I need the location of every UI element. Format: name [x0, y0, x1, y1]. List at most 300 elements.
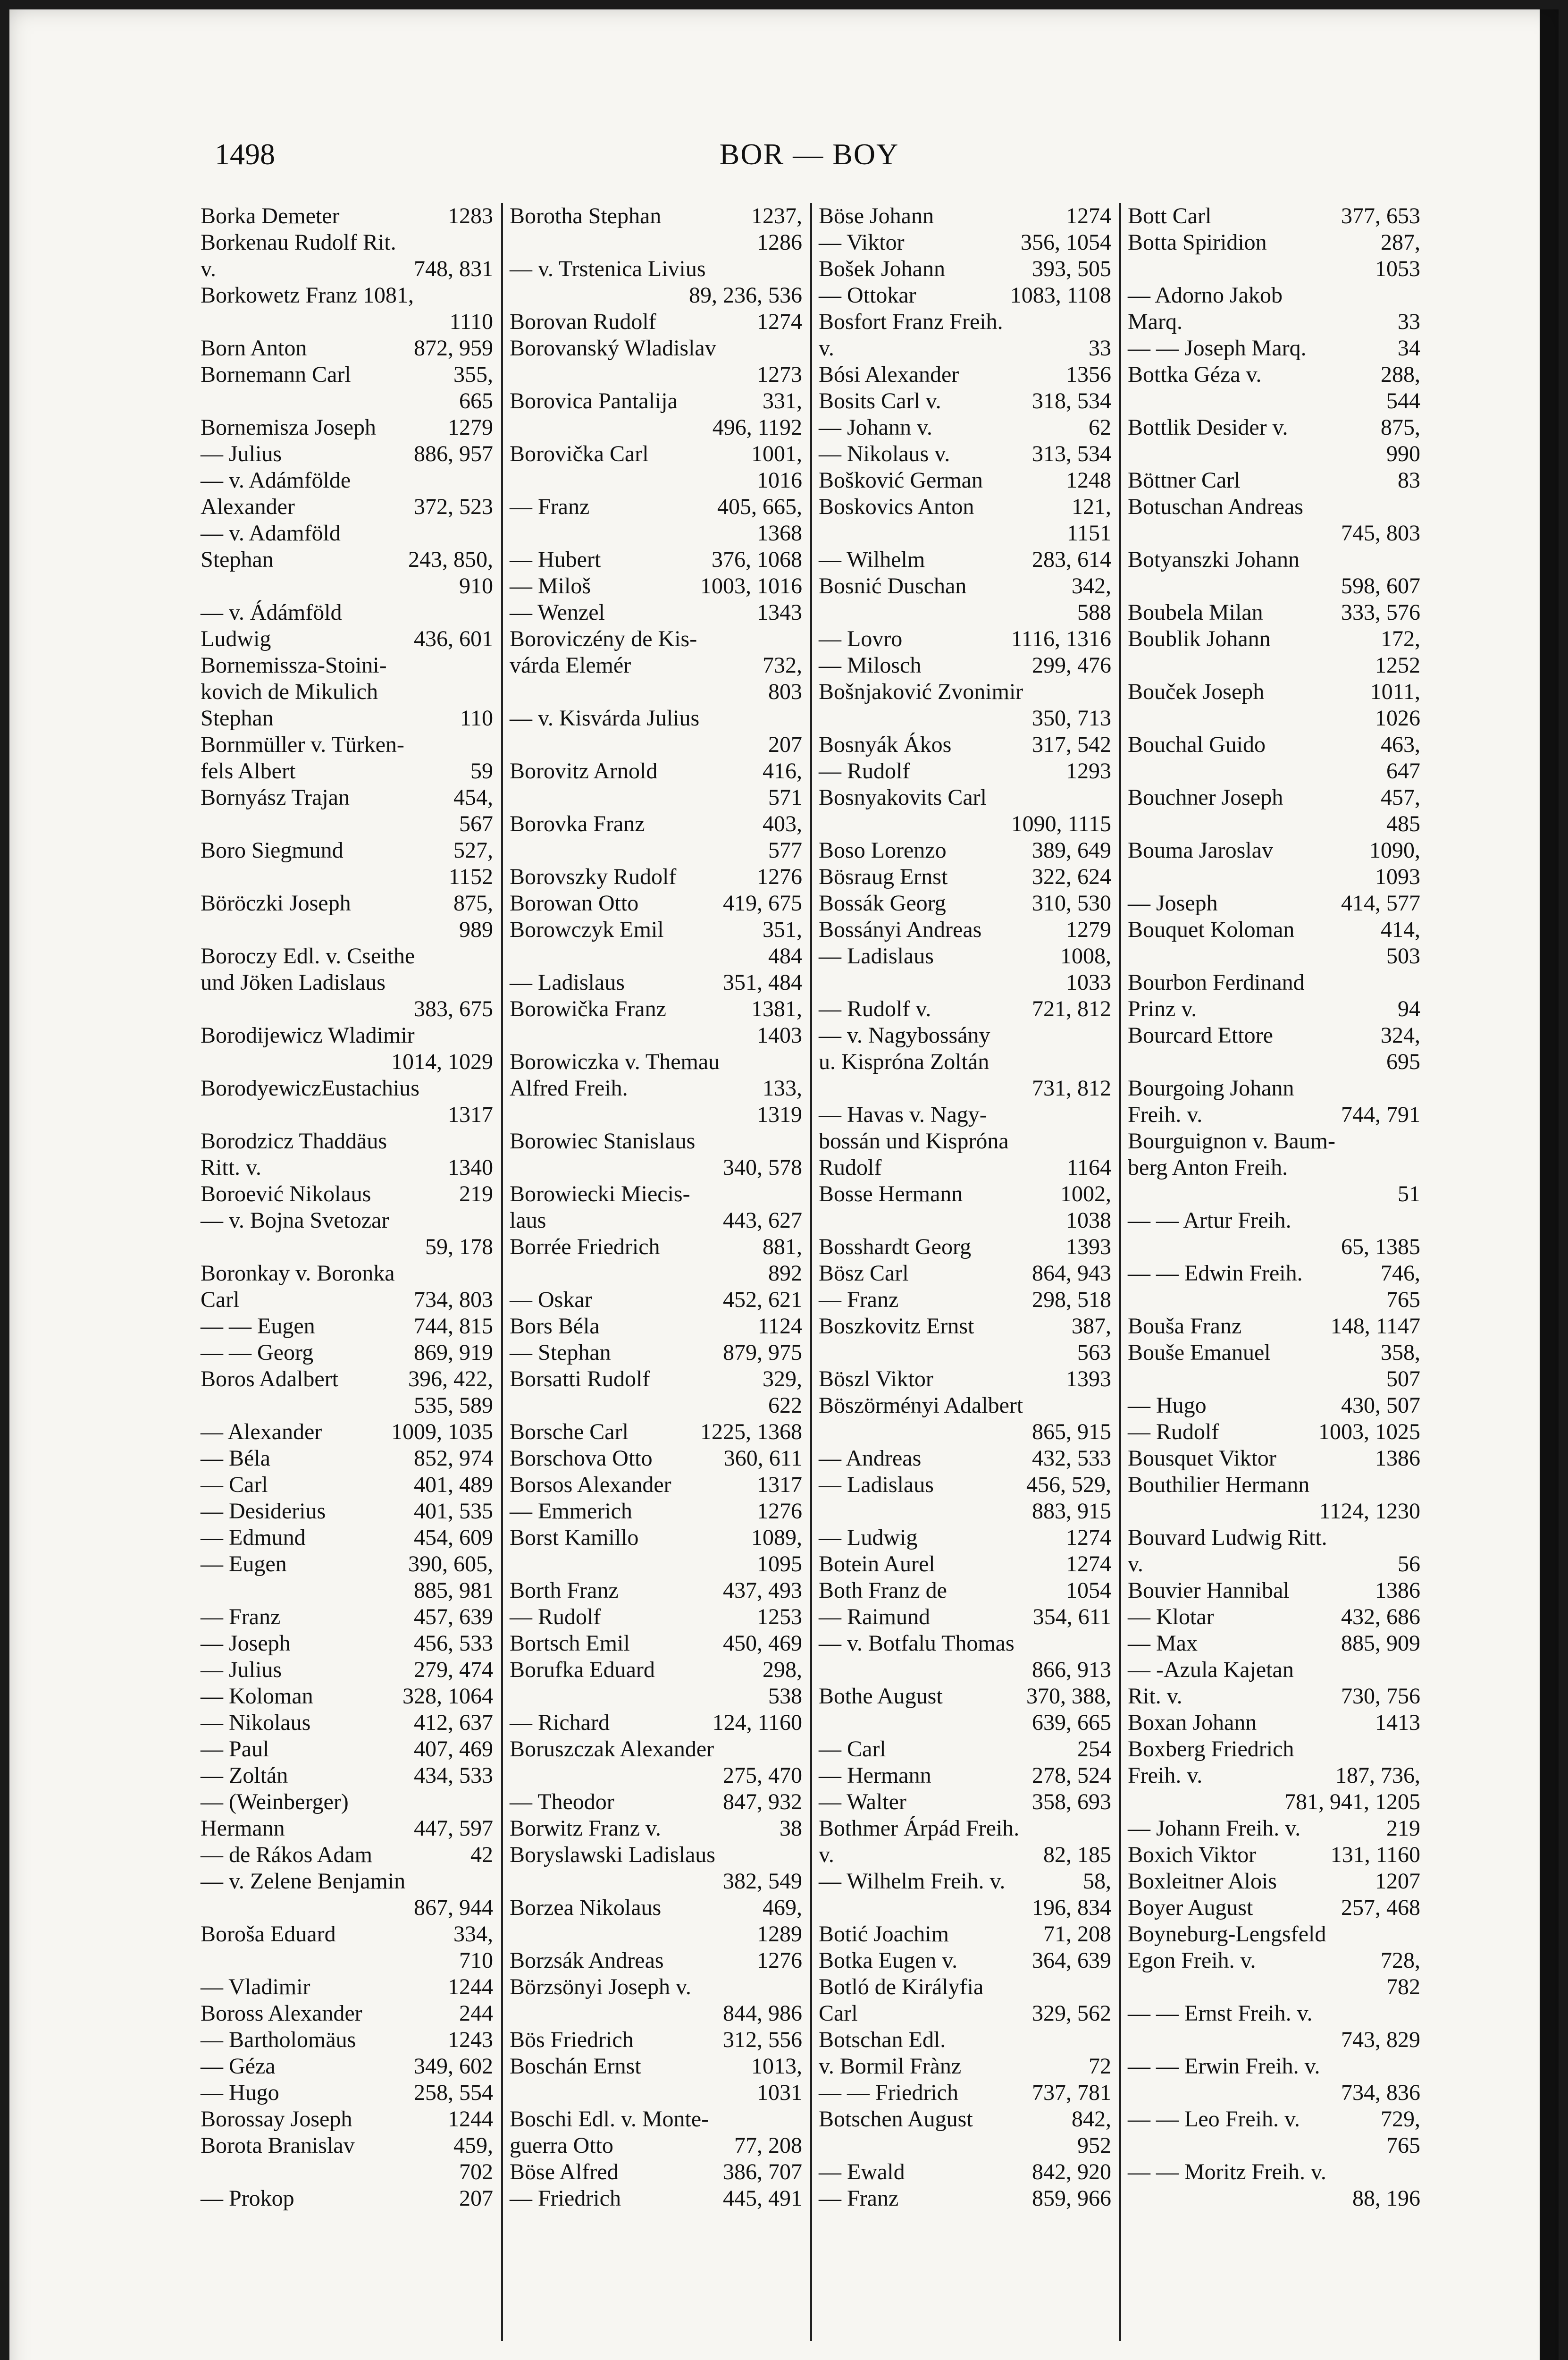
entry-pages: 1038	[1066, 1208, 1111, 1233]
entry-name: — Franz	[819, 1287, 899, 1312]
index-entry	[510, 2185, 802, 2212]
entry-name: — Raimund	[819, 1604, 930, 1629]
index-entry	[1128, 229, 1420, 256]
index-entry	[201, 1340, 493, 1366]
entry-pages: 1340	[448, 1155, 493, 1180]
entry-name: Bossák Georg	[819, 891, 946, 916]
entry-name: — Nikolaus v.	[819, 441, 950, 466]
index-entry	[1128, 1181, 1420, 1207]
index-entry	[201, 1498, 493, 1525]
index-entry	[1128, 494, 1420, 520]
index-entry	[819, 2132, 1111, 2159]
index-entry	[510, 1498, 802, 1525]
index-entry	[201, 2027, 493, 2053]
entry-pages: 1253	[757, 1604, 802, 1629]
index-entry	[510, 1049, 802, 1075]
entry-pages: 1225, 1368	[700, 1419, 802, 1444]
index-entry	[1128, 1947, 1420, 1974]
index-entry	[201, 2000, 493, 2027]
entry-pages: 639, 665	[1032, 1710, 1111, 1735]
entry-pages: 1116, 1316	[1011, 626, 1111, 651]
entry-name: Boxleitner Alois	[1128, 1869, 1277, 1894]
index-entry	[201, 1128, 493, 1155]
entry-pages: 842, 920	[1032, 2159, 1111, 2184]
entry-pages: 463,	[1381, 732, 1420, 757]
entry-name: Boruszczak Alexander	[510, 1736, 714, 1762]
index-entry	[1128, 520, 1420, 547]
entry-name: — Max	[1128, 1631, 1198, 1656]
entry-name: — Johann Freih. v.	[1128, 1816, 1301, 1841]
entry-pages: 1090, 1115	[1011, 811, 1111, 836]
entry-name: Boschán Ernst	[510, 2054, 641, 2079]
entry-pages: 432, 686	[1341, 1604, 1420, 1629]
entry-name: — Stephan	[510, 1340, 611, 1365]
column-divider	[1119, 203, 1121, 2341]
index-entry	[1128, 1049, 1420, 1075]
index-entry	[819, 467, 1111, 494]
entry-pages: 1089,	[751, 1525, 802, 1550]
entry-name: Borufka Eduard	[510, 1657, 655, 1682]
index-entry	[819, 1366, 1111, 1392]
entry-name: — v. Kisvárda Julius	[510, 706, 700, 731]
entry-pages: 743, 829	[1341, 2027, 1420, 2052]
index-entry	[201, 917, 493, 943]
index-entry	[1128, 1472, 1420, 1498]
entry-pages: 340, 578	[723, 1155, 802, 1180]
entry-name: Bouthilier Hermann	[1128, 1472, 1310, 1497]
entry-name: v. Bormil Frànz	[819, 2054, 962, 2079]
index-entry	[201, 2132, 493, 2159]
entry-pages: 852, 974	[414, 1446, 493, 1471]
entry-pages: 1279	[1066, 917, 1111, 942]
index-entry	[510, 362, 802, 388]
entry-pages: 1237,	[751, 203, 802, 228]
index-entry	[510, 1472, 802, 1498]
entry-name: Borwitz Franz v.	[510, 1816, 661, 1841]
entry-pages: 875,	[453, 891, 493, 916]
index-entry	[201, 2080, 493, 2106]
entry-pages: 544	[1386, 388, 1420, 413]
index-entry	[819, 1736, 1111, 1762]
page-header	[215, 137, 1404, 179]
entry-name: — — Ernst Freih. v.	[1128, 2001, 1313, 2026]
index-entry	[510, 1260, 802, 1287]
entry-name: Bošković German	[819, 468, 983, 493]
entry-name: — — Artur Freih.	[1128, 1208, 1291, 1233]
index-entry	[819, 1313, 1111, 1340]
entry-pages: 244	[459, 2001, 493, 2026]
entry-pages: 387,	[1072, 1314, 1111, 1339]
entry-name: Bornyász Trajan	[201, 785, 350, 810]
entry-pages: 1090,	[1369, 838, 1420, 863]
entry-pages: 288,	[1381, 362, 1420, 387]
entry-pages: 622	[768, 1393, 802, 1418]
entry-pages: 59, 178	[425, 1234, 493, 1259]
index-entry	[819, 1604, 1111, 1630]
entry-pages: 454,	[453, 785, 493, 810]
index-entry	[510, 309, 802, 335]
entry-name: Boubela Milan	[1128, 600, 1263, 625]
entry-name: Borovitz Arnold	[510, 759, 658, 784]
index-entry	[819, 1419, 1111, 1445]
entry-name: Borotha Stephan	[510, 203, 662, 228]
entry-pages: 1002,	[1060, 1181, 1111, 1206]
entry-name: Borst Kamillo	[510, 1525, 639, 1550]
entry-pages: 82, 185	[1043, 1842, 1111, 1867]
index-entry	[1128, 335, 1420, 362]
index-entry	[201, 626, 493, 652]
index-entry	[510, 917, 802, 943]
entry-name: — Adorno Jakob	[1128, 283, 1283, 308]
index-entry	[1128, 705, 1420, 732]
entry-pages: 1276	[757, 1499, 802, 1524]
entry-name: — v. Ádámföld	[201, 600, 342, 625]
entry-name: Boxberg Friedrich	[1128, 1736, 1294, 1762]
index-entry	[510, 1710, 802, 1736]
entry-pages: 883, 915	[1032, 1499, 1111, 1524]
entry-pages: 869, 919	[414, 1340, 493, 1365]
index-entry	[1128, 917, 1420, 943]
index-entry	[819, 547, 1111, 573]
index-entry	[510, 520, 802, 547]
entry-name: Alfred Freih.	[510, 1076, 628, 1101]
entry-pages: 401, 535	[414, 1499, 493, 1524]
index-entry	[1128, 1842, 1420, 1868]
index-entry	[1128, 2159, 1420, 2185]
entry-pages: 133,	[763, 1076, 802, 1101]
index-entry	[1128, 1630, 1420, 1657]
entry-name: — Hugo	[201, 2080, 279, 2105]
index-entry	[819, 1921, 1111, 1947]
index-entry	[1128, 441, 1420, 467]
index-entry	[510, 1525, 802, 1551]
entry-name: Bossányi Andreas	[819, 917, 982, 942]
index-entry	[201, 1022, 493, 1049]
index-entry	[819, 1049, 1111, 1075]
entry-name: — Koloman	[201, 1684, 313, 1709]
index-entry	[819, 732, 1111, 758]
entry-name: — Béla	[201, 1446, 270, 1471]
entry-pages: 567	[459, 811, 493, 836]
entry-pages: 370, 388,	[1026, 1684, 1111, 1709]
entry-pages: 355,	[453, 362, 493, 387]
index-entry	[510, 229, 802, 256]
entry-pages: 196, 834	[1032, 1895, 1111, 1920]
entry-name: Boryslawski Ladislaus	[510, 1842, 715, 1867]
index-entry	[819, 1155, 1111, 1181]
entry-pages: 892	[768, 1261, 802, 1286]
entry-name: v.	[819, 1842, 834, 1867]
entry-pages: 33	[1089, 336, 1111, 361]
index-entry	[1128, 2053, 1420, 2080]
index-entry	[1128, 1340, 1420, 1366]
index-entry	[819, 2106, 1111, 2132]
entry-pages: 1317	[448, 1102, 493, 1127]
index-entry	[510, 2000, 802, 2027]
entry-name: Botein Aurel	[819, 1551, 935, 1576]
entry-pages: 360, 611	[723, 1446, 802, 1471]
index-entry	[201, 282, 493, 309]
entry-name: — Julius	[201, 441, 282, 466]
entry-pages: 507	[1386, 1366, 1420, 1391]
entry-name: Ritt. v.	[201, 1155, 261, 1180]
entry-pages: 1244	[448, 2107, 493, 2132]
entry-name: Born Anton	[201, 336, 307, 361]
index-entry	[1128, 943, 1420, 969]
entry-name: Borowiecki Miecis-	[510, 1181, 690, 1206]
entry-name: — — Joseph Marq.	[1128, 336, 1307, 361]
index-entry	[510, 1577, 802, 1604]
entry-pages: 34	[1398, 336, 1420, 361]
entry-name: — Alexander	[201, 1419, 322, 1444]
entry-name: — Joseph	[1128, 891, 1218, 916]
entry-name: v.	[201, 256, 216, 281]
entry-name: Borovszky Rudolf	[510, 864, 677, 889]
entry-pages: 405, 665,	[717, 494, 802, 519]
entry-pages: 432, 533	[1032, 1446, 1111, 1471]
index-entry	[201, 732, 493, 758]
index-entry	[510, 1630, 802, 1657]
entry-name: Böse Johann	[819, 203, 934, 228]
entry-name: — -Azula Kajetan	[1128, 1657, 1294, 1682]
index-entry	[201, 1445, 493, 1472]
index-entry	[510, 1657, 802, 1683]
entry-pages: 254	[1077, 1736, 1111, 1762]
entry-name: Borossay Joseph	[201, 2107, 352, 2132]
entry-pages: 765	[1386, 2133, 1420, 2158]
entry-pages: 412, 637	[414, 1710, 493, 1735]
entry-pages: 844, 986	[723, 2001, 802, 2026]
entry-name: kovich de Mikulich	[201, 679, 378, 704]
entry-pages: 430, 507	[1341, 1393, 1420, 1418]
index-entry	[510, 2053, 802, 2080]
index-entry	[819, 1102, 1111, 1128]
entry-name: Rudolf	[819, 1155, 882, 1180]
entry-name: Stephan	[201, 547, 274, 572]
index-entry	[201, 1049, 493, 1075]
index-entry	[510, 1683, 802, 1710]
entry-pages: 407, 469	[414, 1736, 493, 1762]
index-entry	[201, 599, 493, 626]
entry-name: Bourbon Ferdinand	[1128, 970, 1305, 995]
index-entry	[1128, 256, 1420, 282]
index-entry	[819, 2027, 1111, 2053]
entry-pages: 1110	[449, 309, 493, 334]
entry-name: — Wilhelm Freih. v.	[819, 1869, 1006, 1894]
index-entry	[819, 1789, 1111, 1815]
entry-pages: 803	[768, 679, 802, 704]
entry-pages: 1001,	[751, 441, 802, 466]
entry-name: — v. Zelene Benjamin	[201, 1869, 406, 1894]
entry-pages: 721, 812	[1032, 996, 1111, 1021]
entry-pages: 571	[768, 785, 802, 810]
index-entry	[819, 1445, 1111, 1472]
index-entry	[201, 2159, 493, 2185]
index-entry	[1128, 1604, 1420, 1630]
entry-name: Bosshardt Georg	[819, 1234, 972, 1259]
index-entry	[201, 441, 493, 467]
index-entry	[201, 943, 493, 969]
entry-pages: 734, 836	[1341, 2080, 1420, 2105]
index-entry	[1128, 890, 1420, 917]
entry-name: — Rudolf	[510, 1604, 601, 1629]
entry-name: Bottka Géza v.	[1128, 362, 1262, 387]
index-entry	[819, 784, 1111, 811]
index-entry	[1128, 1445, 1420, 1472]
index-entry	[1128, 573, 1420, 599]
entry-name: Ludwig	[201, 626, 271, 651]
index-entry	[819, 388, 1111, 414]
index-entry	[201, 1868, 493, 1895]
entry-name: Bouma Jaroslav	[1128, 838, 1273, 863]
entry-name: — Julius	[201, 1657, 282, 1682]
entry-name: Boxich Viktor	[1128, 1842, 1257, 1867]
entry-name: Boschi Edl. v. Monte-	[510, 2107, 709, 2132]
entry-name: Borsche Carl	[510, 1419, 629, 1444]
entry-pages: 485	[1386, 811, 1420, 836]
entry-pages: 1386	[1375, 1578, 1420, 1603]
index-entry	[201, 573, 493, 599]
index-entry	[201, 335, 493, 362]
index-entry	[819, 229, 1111, 256]
index-entry	[819, 1287, 1111, 1313]
entry-name: Bosnyák Ákos	[819, 732, 952, 757]
entry-name: Bottlik Desider v.	[1128, 415, 1288, 440]
index-entry	[201, 1472, 493, 1498]
index-entry	[819, 969, 1111, 996]
entry-pages: 121,	[1072, 494, 1111, 519]
index-entry	[201, 467, 493, 494]
index-entry	[510, 1313, 802, 1340]
entry-name: Marq.	[1128, 309, 1182, 334]
entry-pages: 744, 791	[1341, 1102, 1420, 1127]
entry-name: — Carl	[201, 1472, 268, 1497]
entry-name: Bouše Emanuel	[1128, 1340, 1271, 1365]
entry-name: — — Erwin Freih. v.	[1128, 2054, 1320, 2079]
entry-pages: 1003, 1025	[1318, 1419, 1420, 1444]
entry-pages: 71, 208	[1043, 1922, 1111, 1947]
index-entry	[1128, 467, 1420, 494]
index-entry	[510, 837, 802, 864]
entry-pages: 258, 554	[414, 2080, 493, 2105]
entry-name: Borzsák Andreas	[510, 1948, 664, 1973]
entry-name: Bornemissza-Stoini-	[201, 653, 387, 678]
index-entry	[201, 1683, 493, 1710]
entry-pages: 278, 524	[1032, 1763, 1111, 1788]
entry-pages: 318, 534	[1032, 388, 1111, 413]
entry-name: — Oskar	[510, 1287, 592, 1312]
entry-pages: 1274	[1066, 1525, 1111, 1550]
entry-name: Borovička Carl	[510, 441, 649, 466]
index-entry	[1128, 2106, 1420, 2132]
entry-pages: 1273	[757, 362, 802, 387]
entry-pages: 1033	[1066, 970, 1111, 995]
entry-pages: 317, 542	[1032, 732, 1111, 757]
entry-pages: 910	[459, 573, 493, 598]
index-entry	[1128, 837, 1420, 864]
entry-name: v.	[1128, 1551, 1143, 1576]
entry-pages: 450, 469	[723, 1631, 802, 1656]
entry-pages: 734, 803	[414, 1287, 493, 1312]
entry-pages: 1244	[448, 1974, 493, 1999]
index-entry	[510, 467, 802, 494]
entry-pages: 77, 208	[734, 2133, 802, 2158]
entry-name: Both Franz de	[819, 1578, 947, 1603]
entry-name: Botschan Edl.	[819, 2027, 946, 2052]
index-columns	[201, 203, 1437, 2355]
index-entry	[510, 282, 802, 309]
index-entry	[819, 282, 1111, 309]
entry-name: Borota Branislav	[201, 2133, 355, 2158]
index-entry	[201, 679, 493, 705]
index-entry	[819, 2053, 1111, 2080]
entry-pages: 496, 1192	[712, 415, 802, 440]
entry-pages: 1283	[448, 203, 493, 228]
entry-pages: 535, 589	[414, 1393, 493, 1418]
entry-pages: 702	[459, 2159, 493, 2184]
entry-pages: 148, 1147	[1330, 1314, 1420, 1339]
index-entry	[1128, 1102, 1420, 1128]
index-entry	[510, 1736, 802, 1762]
entry-name: — — Leo Freih. v.	[1128, 2107, 1300, 2132]
entry-pages: 1393	[1066, 1366, 1111, 1391]
index-entry	[201, 203, 493, 229]
index-entry	[1128, 1577, 1420, 1604]
entry-pages: 219	[459, 1181, 493, 1206]
entry-name: — Hubert	[510, 547, 601, 572]
index-entry	[1128, 1234, 1420, 1260]
entry-name: — v. Adámfölde	[201, 468, 351, 493]
entry-pages: 386, 707	[723, 2159, 802, 2184]
entry-name: BorodyewiczEustachius	[201, 1076, 419, 1101]
entry-name: várda Elemér	[510, 653, 631, 678]
index-entry	[510, 1947, 802, 1974]
index-entry	[1128, 547, 1420, 573]
entry-pages: 859, 966	[1032, 2186, 1111, 2211]
entry-pages: 879, 975	[723, 1340, 802, 1365]
index-entry	[510, 1392, 802, 1419]
entry-name: — Hermann	[819, 1763, 931, 1788]
entry-name: — Vladimir	[201, 1974, 310, 1999]
index-entry	[819, 441, 1111, 467]
entry-name: — Richard	[510, 1710, 610, 1735]
entry-pages: 324,	[1381, 1023, 1420, 1048]
entry-name: — Lovro	[819, 626, 903, 651]
entry-pages: 695	[1386, 1049, 1420, 1074]
index-entry	[819, 864, 1111, 890]
entry-pages: 1095	[757, 1551, 802, 1576]
entry-pages: 88, 196	[1352, 2186, 1420, 2211]
index-entry	[819, 1392, 1111, 1419]
index-entry	[510, 203, 802, 229]
index-entry	[201, 837, 493, 864]
entry-name: Böse Alfred	[510, 2159, 619, 2184]
entry-pages: 42	[470, 1842, 493, 1867]
index-entry	[819, 1340, 1111, 1366]
index-entry	[819, 1842, 1111, 1868]
entry-pages: 1293	[1066, 759, 1111, 784]
entry-pages: 1386	[1375, 1446, 1420, 1471]
index-entry	[510, 335, 802, 362]
entry-pages: 1207	[1375, 1869, 1420, 1894]
index-entry	[819, 626, 1111, 652]
index-entry	[510, 1842, 802, 1868]
entry-name: Freih. v.	[1128, 1102, 1203, 1127]
index-entry	[201, 1260, 493, 1287]
index-entry	[510, 1974, 802, 2000]
entry-name: Botta Spiridion	[1128, 230, 1267, 255]
entry-pages: 527,	[453, 838, 493, 863]
